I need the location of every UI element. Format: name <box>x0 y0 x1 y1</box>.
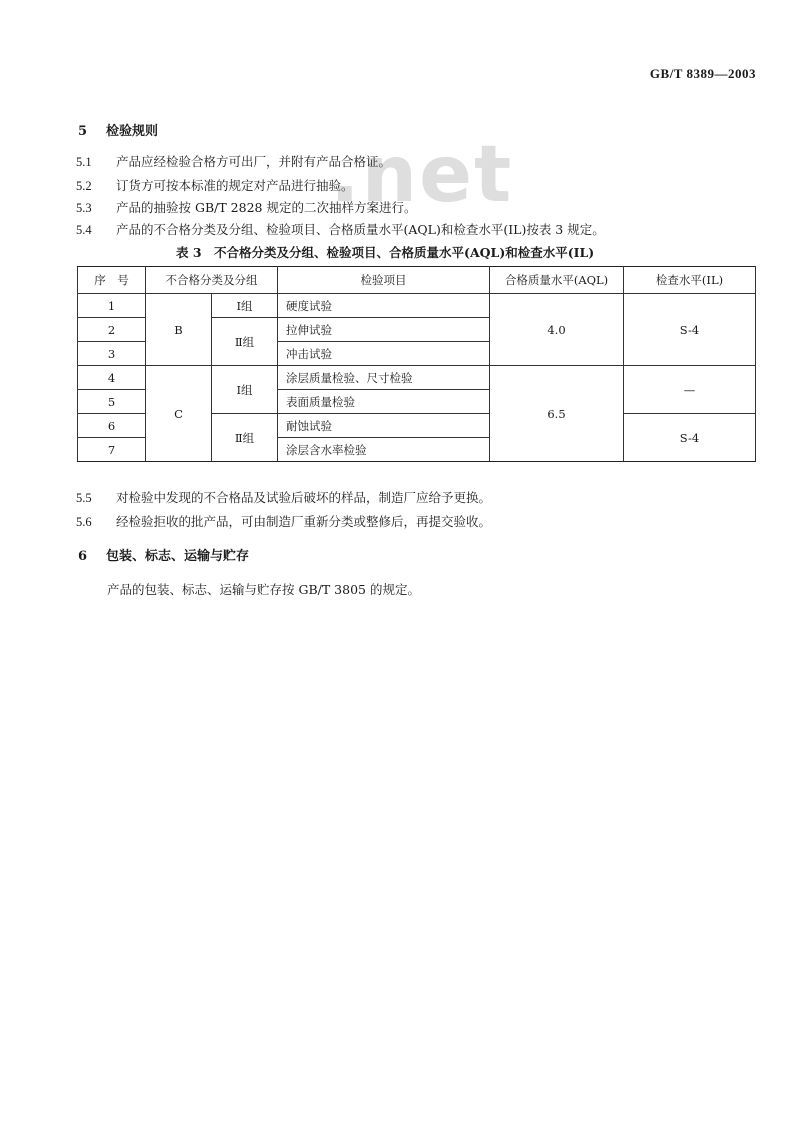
table-3 <box>77 266 756 462</box>
group-b2: Ⅱ组 <box>212 318 278 366</box>
clause-5-2 <box>76 176 354 194</box>
clause-number: 5.3 <box>76 201 92 215</box>
clause-number: 5.1 <box>76 155 92 169</box>
clause-5-4 <box>76 220 605 238</box>
header-aql: 合格质量水平(AQL) <box>490 267 624 294</box>
group-c1: Ⅰ组 <box>212 366 278 414</box>
header-class: 不合格分类及分组 <box>146 267 278 294</box>
row-seq: 3 <box>78 342 146 366</box>
row-seq: 2 <box>78 318 146 342</box>
row-item: 耐蚀试验 <box>278 414 490 438</box>
clause-number: 5.6 <box>76 515 92 529</box>
row-seq: 1 <box>78 294 146 318</box>
standard-code: GB/T 8389—2003 <box>649 66 756 81</box>
row-seq: 4 <box>78 366 146 390</box>
table-row <box>78 366 756 390</box>
clause-text: 产品的不合格分类及分组、检验项目、合格质量水平(AQL)和检查水平(IL)按表 3 规定。 <box>116 222 605 237</box>
row-seq: 7 <box>78 438 146 462</box>
clause-5-3 <box>76 198 416 216</box>
header-seq: 序 号 <box>78 267 146 294</box>
section-6-heading <box>78 545 249 564</box>
header-item: 检验项目 <box>278 267 490 294</box>
watermark: .net <box>330 130 514 220</box>
clause-text: 对检验中发现的不合格品及试验后破坏的样品，制造厂应给予更换。 <box>116 490 492 505</box>
group-c2: Ⅱ组 <box>212 414 278 462</box>
clause-text: 产品应经检验合格方可出厂，并附有产品合格证。 <box>116 154 392 169</box>
row-seq: 6 <box>78 414 146 438</box>
row-item: 拉伸试验 <box>278 318 490 342</box>
group-b1: Ⅰ组 <box>212 294 278 318</box>
clause-number: 5.5 <box>76 491 92 505</box>
aql-b: 4.0 <box>490 294 624 366</box>
clause-5-1 <box>76 152 391 170</box>
section-title: 检验规则 <box>106 124 159 139</box>
section-5-heading <box>78 120 158 139</box>
header-il: 检查水平(IL) <box>624 267 756 294</box>
il-b: S-4 <box>624 294 756 366</box>
row-item: 涂层质量检验、尺寸检验 <box>278 366 490 390</box>
section-title: 包装、标志、运输与贮存 <box>106 549 250 564</box>
class-c: C <box>146 366 212 462</box>
row-seq: 5 <box>78 390 146 414</box>
clause-text: 订货方可按本标准的规定对产品进行抽验。 <box>116 178 354 193</box>
table-3-title: 表 3 不合格分类及分组、检验项目、合格质量水平(AQL)和检查水平(IL) <box>176 245 595 260</box>
row-item: 冲击试验 <box>278 342 490 366</box>
table-row <box>78 294 756 318</box>
il-c1: — <box>624 366 756 414</box>
class-b: B <box>146 294 212 366</box>
clause-5-6 <box>76 512 491 530</box>
il-c2: S-4 <box>624 414 756 462</box>
section-6-text: 产品的包装、标志、运输与贮存按 GB/T 3805 的规定。 <box>107 582 420 597</box>
row-item: 硬度试验 <box>278 294 490 318</box>
row-item: 涂层含水率检验 <box>278 438 490 462</box>
clause-number: 5.2 <box>76 179 92 193</box>
row-item: 表面质量检验 <box>278 390 490 414</box>
aql-c: 6.5 <box>490 366 624 462</box>
section-number: 5 <box>78 124 88 139</box>
clause-5-5 <box>76 488 491 506</box>
clause-text: 产品的抽验按 GB/T 2828 规定的二次抽样方案进行。 <box>116 200 417 215</box>
section-number: 6 <box>78 549 88 564</box>
clause-text: 经检验拒收的批产品，可由制造厂重新分类或整修后，再提交验收。 <box>116 514 492 529</box>
clause-number: 5.4 <box>76 223 92 237</box>
